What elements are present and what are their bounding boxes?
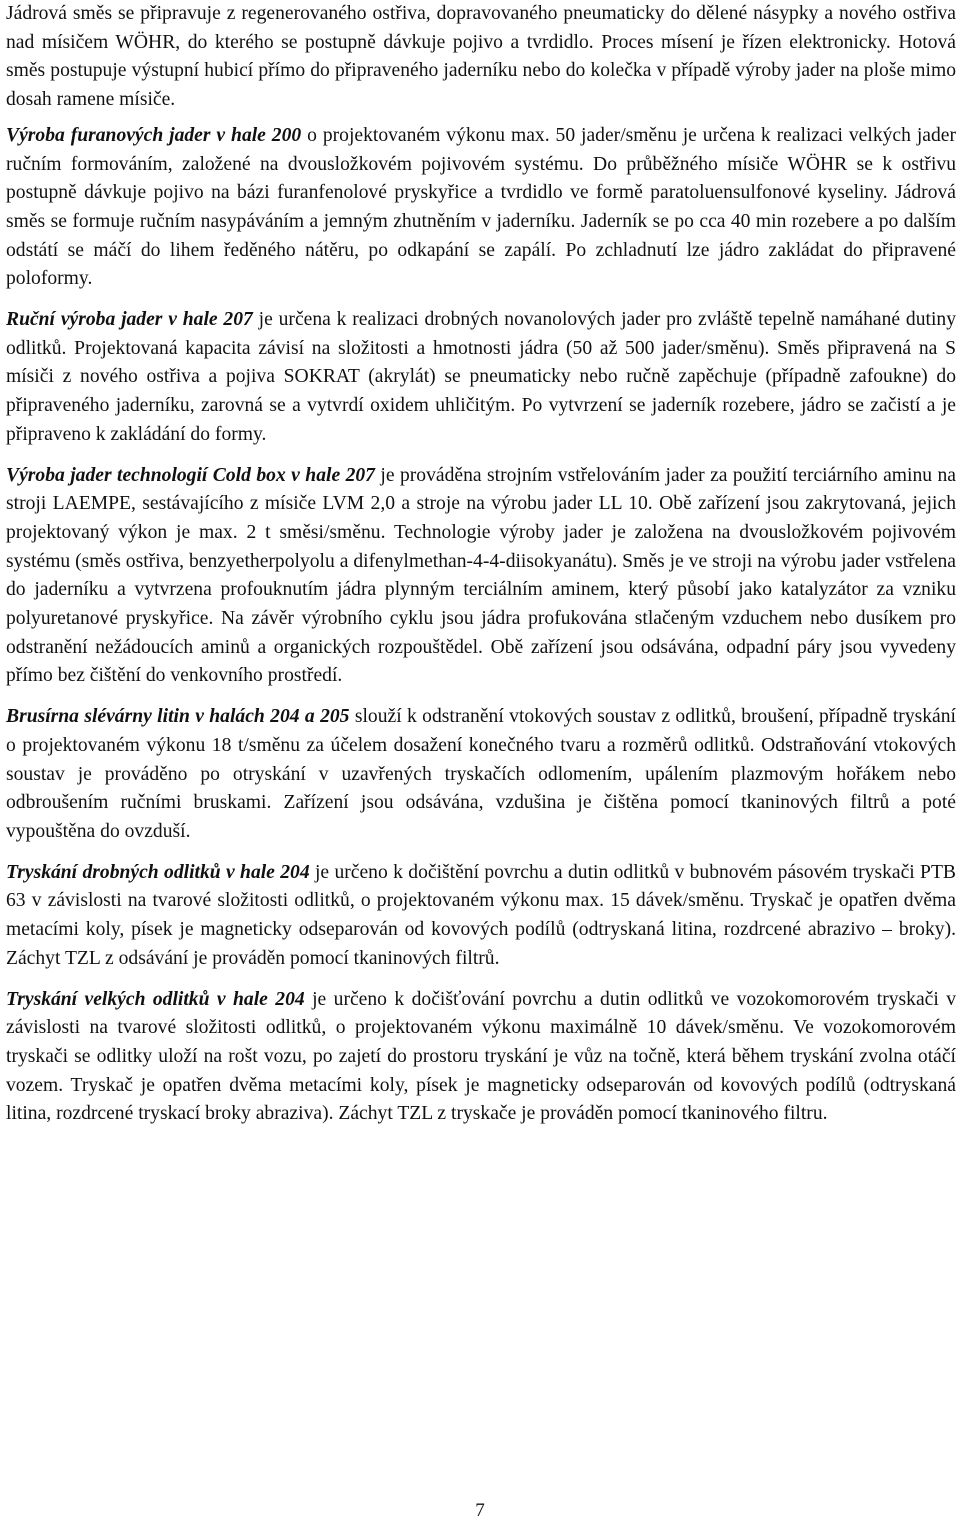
paragraph-text: slouží k odstranění vtokových soustav z odlitků, broušení, případně tryskání o projektovaném výkonu 18 t/směnu za účelem dosažení konečného tvaru a rozměrů odlitků. Odstraňování vtokových soustav je prováděno po otryskání v uzavřených tryskačích odlomením, upálením plazmovým hořákem nebo odbroušením ručními bruskami. Zařízení jsou odsávána, vzdušina je čištěna pomocí tkaninových filtrů a poté vypouštěna do ovzduší. xyxy=(6,706,956,842)
paragraph-furanova-jadra xyxy=(6,122,956,294)
paragraph-heading: Výroba jader technologií Cold box v hale 207 xyxy=(6,464,375,486)
paragraph-text: o projektovaném výkonu max. 50 jader/směnu je určena k realizaci velkých jader ručním formováním, založené na dvousložkovém pojivovém systému. Do průběžného mísiče WÖHR se k ostřivu postupně dávkuje pojivo na bázi furanfenolové pryskyřice a tvrdidlo ve formě paratoluensulfonové kyseliny. Jádrová směs se formuje ručním nasypáváním a jemným zhutněním v jaderníku. Jaderník se po cca 40 min rozebere a po dalším odstátí se máčí do lihem ředěného nátěru, po odkapání se zapálí. Po zchladnutí lze jádro zakládat do připravené poloformy. xyxy=(6,124,956,290)
document-page xyxy=(6,0,956,1129)
paragraph-brusirna xyxy=(6,703,956,847)
paragraph-heading: Výroba furanových jader v hale 200 xyxy=(6,124,302,146)
paragraph-cold-box xyxy=(6,462,956,692)
paragraph-heading: Ruční výroba jader v hale 207 xyxy=(6,309,253,331)
paragraph-rucni-vyroba xyxy=(6,306,956,450)
paragraph-heading: Tryskání drobných odlitků v hale 204 xyxy=(6,861,310,883)
paragraph-heading: Brusírna slévárny litin v halách 204 a 205 xyxy=(6,706,350,728)
paragraph-text: je určeno k dočišťování povrchu a dutin odlitků ve vozokomorovém tryskači v závislosti na tvarové složitosti odlitků, o projektovaném výkonu maximálně 10 dávek/směnu. Ve vozokomorovém tryskači se odlitky uloží na rošt vozu, po zajetí do prostoru tryskání je vůz na točně, která během tryskání zvolna otáčí vozem. Tryskač je opatřen dvěma metacími koly, písek je magneticky odseparován od kovových podílů (odtryskaná litina, rozdrcené tryskací broky abraziva). Záchyt TZL z tryskače je prováděn pomocí tkaninového filtru. xyxy=(6,988,956,1125)
paragraph-text: je určeno k dočištění povrchu a dutin odlitků v bubnovém pásovém tryskači PTB 63 v závislosti na tvarové složitosti odlitků, o projektovaném výkonu max. 15 dávek/směnu. Tryskač je opatřen dvěma metacími koly, písek je magneticky odseparován od kovových podílů (odtryskaná litina, rozdrcené abrazivo – broky). Záchyt TZL z odsávání je prováděn pomocí tkaninových filtrů. xyxy=(6,861,956,969)
paragraph-text: je určena k realizaci drobných novanolových jader pro zvláště tepelně namáhané dutiny odlitků. Projektovaná kapacita závisí na složitosti a hmotnosti jádra (50 až 500 jader/směnu). Směs připravená na S mísiči z nového ostřiva a pojiva SOKRAT (akrylát) se pneumaticky nebo ručně zapěchuje (případně zafoukne) do připraveného jaderníku, zarovná se a vytvrdí oxidem uhličitým. Po vytvrzení se jaderník rozebere, jádro se začistí a je připraveno k zakládání do formy. xyxy=(6,309,956,445)
paragraph-text: Jádrová směs se připravuje z regenerovaného ostřiva, dopravovaného pneumaticky do dělené násypky a nového ostřiva nad mísičem WÖHR, do kterého se postupně dávkuje pojivo a tvrdidlo. Proces mísení je řízen elektronicky. Hotová směs postupuje výstupní hubicí přímo do připraveného jaderníku nebo do kolečka v případě výroby jader na ploše mimo dosah ramene mísiče. xyxy=(6,3,956,111)
paragraph-tryskani-drobnych xyxy=(6,859,956,974)
page-number: 7 xyxy=(475,1500,485,1521)
paragraph-heading: Tryskání velkých odlitků v hale 204 xyxy=(6,988,305,1010)
paragraph-jadrova-smes xyxy=(6,0,956,115)
paragraph-tryskani-velkych xyxy=(6,986,956,1130)
paragraph-text: je prováděna strojním vstřelováním jader za použití terciárního aminu na stroji LAEMPE, sestávajícího z mísiče LVM 2,0 a stroje na výrobu jader LL 10. Obě zařízení jsou zakrytovaná, jejich projektovaný výkon je max. 2 t směsi/směnu. Technologie výroby jader je založena na dvousložkovém pojivovém systému (směs ostřiva, benzyetherpolyolu a difenylmethan-4-4-diisokyanátu). Směs je ve stroji na výrobu jader vstřelena do jaderníku a vytvrzena profouknutím jádra plynným terciálním aminem, který působí jako katalyzátor za vzniku polyuretanové pryskyřice. Na závěr výrobního cyklu jsou jádra profukována stlačeným vzduchem nebo dusíkem pro odstranění nežádoucích aminů a organických rozpouštědel. Obě zařízení jsou odsávána, odpadní páry jsou vyvedeny přímo bez čištění do venkovního prostředí. xyxy=(6,464,956,687)
